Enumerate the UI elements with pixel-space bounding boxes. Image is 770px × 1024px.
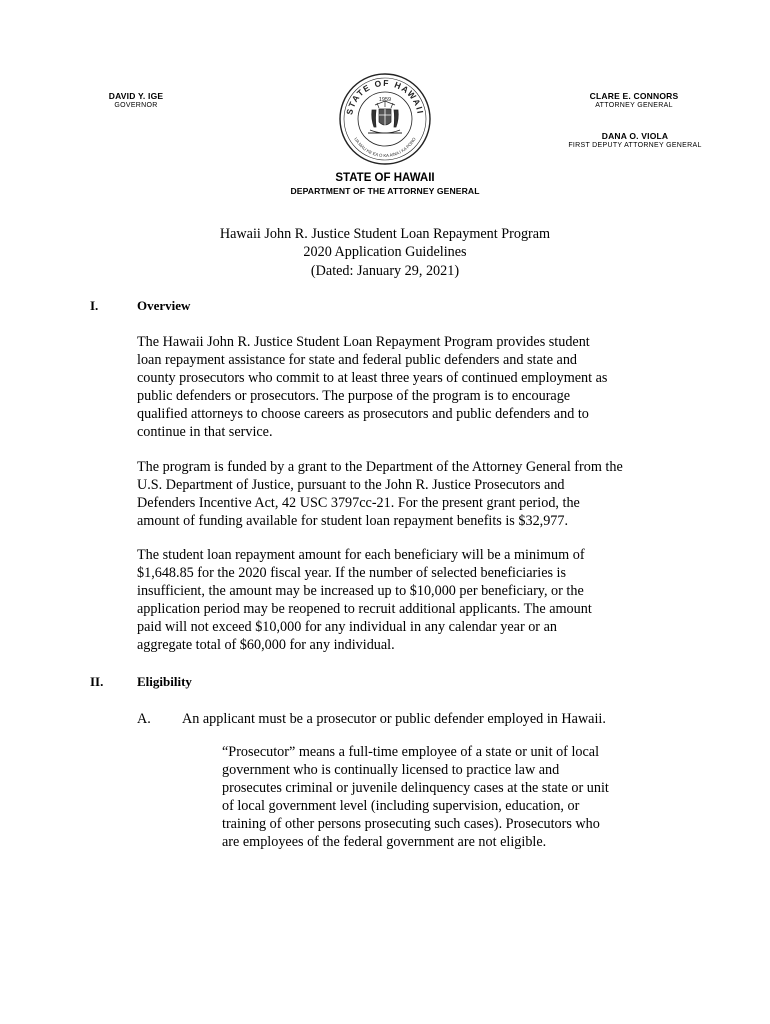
item-a-letter: A. — [137, 711, 151, 727]
text-line: Defenders Incentive Act, 42 USC 3797cc-21. For the present grant period, the — [137, 495, 580, 512]
text-line: “Prosecutor” means a full-time employee of a state or unit of local — [222, 744, 600, 760]
attorney-general-block — [574, 91, 694, 109]
state-seal — [338, 72, 432, 166]
text-line: The Hawaii John R. Justice Student Loan Repayment Program provides student — [137, 334, 590, 350]
section-1-heading: Overview — [137, 298, 191, 313]
state-name: STATE OF HAWAII — [335, 172, 435, 184]
governor-block — [96, 91, 176, 109]
text-line: public defenders or prosecutors. The purpose of the program is to encourage — [137, 388, 571, 405]
text-line: U.S. Department of Justice, pursuant to the John R. Justice Prosecutors and — [137, 477, 565, 494]
deputy-name: DANA O. VIOLA — [601, 131, 669, 141]
section-1-numeral: I. — [90, 298, 99, 313]
text-line: county prosecutors who commit to at least three years of continued employment as — [137, 370, 608, 387]
text-line: prosecutes criminal or juvenile delinquency cases at the state or unit — [222, 780, 609, 797]
deputy-block — [562, 131, 708, 149]
text-line: $1,648.85 for the 2020 fiscal year. If the number of selected beneficiaries is — [137, 565, 567, 582]
title-line-1: Hawaii John R. Justice Student Loan Repayment Program — [219, 226, 551, 242]
attorney-general-name: CLARE E. CONNORS — [589, 91, 679, 101]
text-line: The program is funded by a grant to the Department of the Attorney General from the — [137, 459, 623, 475]
text-line: paid will not exceed $10,000 for any individual in any calendar year or an — [137, 619, 557, 636]
governor-title: GOVERNOR — [114, 102, 158, 109]
text-line: training of other persons prosecuting such cases). Prosecutors who — [222, 816, 600, 833]
attorney-general-title: ATTORNEY GENERAL — [595, 102, 673, 109]
text-line: loan repayment assistance for state and federal public defenders and state and — [137, 352, 578, 369]
text-line: of local government level (including supervision, education, or — [222, 798, 580, 815]
title-line-3: (Dated: January 29, 2021) — [310, 262, 460, 279]
title-line-2: 2020 Application Guidelines — [303, 244, 467, 261]
text-line: application period may be reopened to recruit additional applicants. The amount — [137, 601, 592, 618]
text-line: continue in that service. — [137, 424, 273, 441]
department-name: DEPARTMENT OF THE ATTORNEY GENERAL — [290, 186, 480, 196]
text-line: are employees of the federal government are not eligible. — [222, 834, 547, 851]
agency-heading — [235, 172, 535, 196]
section-2-numeral: II. — [90, 674, 104, 689]
seal-year: 1959 — [378, 97, 392, 103]
seal-bottom-text: UA MAU KE EA O KA AINA I KA PONO — [353, 136, 417, 159]
seal-top-text: STATE OF HAWAII — [344, 77, 426, 116]
text-line: The student loan repayment amount for each beneficiary will be a minimum of — [137, 547, 585, 563]
overview-paragraph-3 — [137, 546, 697, 655]
text-line: insufficient, the amount may be increased up to $10,000 per beneficiary, or the — [137, 583, 584, 600]
text-line: amount of funding available for student loan repayment benefits is $32,977. — [137, 513, 569, 530]
document-title — [150, 225, 620, 280]
governor-name: DAVID Y. IGE — [108, 91, 164, 101]
item-a-text: An applicant must be a prosecutor or public defender employed in Hawaii. — [182, 711, 606, 727]
text-line: government who is continually licensed to practice law and — [222, 762, 560, 779]
text-line: qualified attorneys to choose careers as prosecutors and public defenders and to — [137, 406, 589, 423]
deputy-title: FIRST DEPUTY ATTORNEY GENERAL — [568, 142, 702, 149]
section-2-heading: Eligibility — [137, 674, 192, 689]
seal-icon — [338, 72, 432, 166]
overview-paragraph-2 — [137, 458, 697, 530]
text-line: aggregate total of $60,000 for any individual. — [137, 637, 395, 654]
prosecutor-definition — [222, 743, 692, 852]
overview-paragraph-1 — [137, 333, 697, 442]
